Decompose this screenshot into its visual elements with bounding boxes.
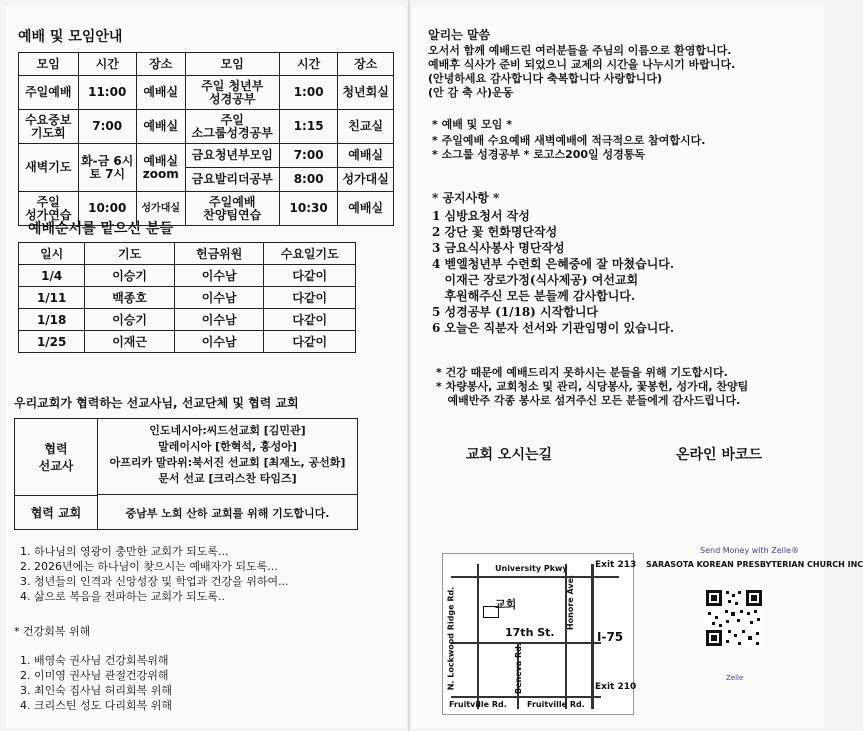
cell: 11:00	[78, 76, 136, 110]
cell: 다같이	[264, 287, 356, 309]
servers-title: 예배순서를 맡으신 분들	[28, 221, 173, 237]
list-item: 6 오늘은 직분자 선서와 기관임명이 있습니다.	[432, 321, 675, 335]
list-item: * 건강 때문에 예배드리지 못하시는 분들을 위해 기도합시다.	[436, 366, 728, 379]
cell: 1/4	[19, 265, 85, 287]
church-icon	[483, 606, 499, 618]
zelle-church-name: SARASOTA KOREAN PRESBYTERIAN CHURCH INC	[646, 560, 863, 569]
notice-line: (안녕하세요 감사합니다 축복합니다 사랑합니다)	[428, 72, 663, 85]
col-header: 장소	[338, 53, 394, 76]
worship-schedule-title: 예배 및 모임안내	[18, 29, 123, 45]
notice-line: * 주일예배 수요예배 새벽예배에 적극적으로 참여합시다.	[432, 134, 706, 147]
barcode-title: 온라인 바코드	[676, 447, 763, 463]
cell: 1:15	[279, 110, 337, 144]
list-item: 후원해주신 모든 분들께 감사합니다.	[432, 289, 636, 303]
map-label: N. Lockwood Ridge Rd.	[446, 586, 456, 691]
col-header: 시간	[78, 53, 136, 76]
notice-line: (안 감 축 사)운동	[428, 86, 514, 99]
cell: 이수남	[174, 287, 264, 309]
map-label: 교회	[495, 598, 517, 611]
cell: 예배실	[338, 144, 394, 168]
missionary-label: 협력 선교사	[15, 419, 98, 496]
list-item: 3. 최인숙 집사님 허리회복 위해	[20, 684, 172, 697]
list-item: 2. 2026년에는 하나님이 찾으시는 예배자가 되도록...	[20, 560, 278, 573]
col-header: 수요일기도	[264, 243, 356, 265]
col-header: 장소	[136, 53, 185, 76]
cell: 성가대실	[338, 168, 394, 192]
map-label: Fruitville Rd.	[527, 700, 585, 709]
directions-map	[442, 553, 637, 715]
health-title: * 건강회복 위해	[14, 625, 91, 638]
cell: 이승기	[85, 265, 175, 287]
cell: 주일 소그룹성경공부	[185, 110, 279, 144]
map-label: Honore Ave.	[566, 574, 576, 631]
cell: 1/11	[19, 287, 85, 309]
missions-title: 우리교회가 협력하는 선교사님, 선교단체 및 협력 교회	[14, 396, 299, 410]
worship-meeting-lines	[432, 134, 705, 162]
list-item: 이재근 장로가정(식사제공) 여선교회	[432, 273, 639, 287]
cell: 주일 청년부 성경공부	[185, 76, 279, 110]
zelle-qr-box	[640, 540, 863, 720]
road-fruitville	[451, 696, 601, 698]
col-header: 시간	[279, 53, 337, 76]
cell: 다같이	[264, 309, 356, 331]
road-lockwood	[477, 564, 479, 709]
worship-meeting-title: * 예배 및 모임 *	[432, 118, 512, 131]
list-item: * 차량봉사, 교회청소 및 관리, 식당봉사, 꽃봉헌, 성가대, 찬양팀	[436, 380, 749, 393]
cell: 주일예배	[19, 76, 79, 110]
cell: 이재근	[85, 331, 175, 353]
cell: 새벽기도	[19, 144, 79, 192]
cell: 예배실	[136, 76, 185, 110]
cell: 수요중보 기도회	[19, 110, 79, 144]
partner-church-text: 중남부 노회 산하 교회를 위해 기도합니다.	[125, 506, 330, 520]
missionary-line: 말레이시아 [한혁석, 홍성아]	[158, 440, 297, 453]
zelle-brand: Zelle	[726, 674, 744, 682]
cell: 1/25	[19, 331, 85, 353]
cell: 7:00	[279, 144, 337, 168]
map-label: Exit 213	[595, 560, 637, 570]
cell: 주일예배 찬양팀연습	[185, 192, 279, 226]
missionary-list	[98, 419, 357, 495]
cell: 다같이	[264, 331, 356, 353]
road-i75	[591, 564, 594, 709]
cell: 예배실 zoom	[136, 144, 185, 192]
thanks-list	[436, 366, 748, 408]
partner-church-label: 협력 교회	[15, 496, 98, 529]
cell: 성가대실	[136, 192, 185, 226]
worship-schedule-table	[18, 52, 394, 226]
cell: 8:00	[279, 168, 337, 192]
list-item: 1 심방요청서 작성	[432, 209, 530, 223]
map-label: Exit 210	[595, 682, 637, 692]
list-item: 1. 하나님의 영광이 충만한 교회가 되도록...	[20, 545, 229, 558]
list-item: 4 벧엘청년부 수련회 은혜중에 잘 마쳤습니다.	[432, 257, 675, 271]
goals-list	[20, 544, 289, 604]
notice-body	[428, 44, 735, 100]
cell: 예배실	[338, 192, 394, 226]
cell: 백종호	[85, 287, 175, 309]
servers-table	[18, 242, 356, 353]
list-item: 예배반주 각종 봉사로 섬겨주신 모든 분들에게 감사드립니다.	[436, 394, 741, 407]
cell: 이승기	[85, 309, 175, 331]
cell: 예배실	[136, 110, 185, 144]
missionary-line: 인도네시아:씨드선교회 [김민관]	[149, 424, 306, 437]
list-item: 5 성경공부 (1/18) 시작합니다	[432, 305, 598, 319]
col-header: 일시	[19, 243, 85, 265]
col-header: 모임	[19, 53, 79, 76]
map-label: 17th St.	[505, 626, 555, 639]
cell: 이수남	[174, 309, 264, 331]
map-label: I-75	[597, 630, 624, 644]
cell: 주일 성가연습	[19, 192, 79, 226]
map-label: Fruitville Rd.	[449, 700, 507, 709]
cell: 10:30	[279, 192, 337, 226]
page-fold	[408, 0, 410, 731]
cell: 이수남	[174, 331, 264, 353]
notice-line: * 소그룹 성경공부 * 로고스200일 성경통독	[432, 148, 646, 161]
missionary-line: 문서 선교 [크리스찬 타임즈]	[158, 472, 297, 485]
list-item: 2. 이미영 권사님 관절건강위해	[20, 669, 169, 682]
cell: 금요발리더공부	[185, 168, 279, 192]
list-item: 1. 배영숙 권사님 건강회복위해	[20, 654, 169, 667]
announcements-list	[432, 208, 674, 336]
cell: 금요청년부모임	[185, 144, 279, 168]
cell: 청년회실	[338, 76, 394, 110]
directions-title: 교회 오시는길	[466, 447, 553, 463]
missions-box	[14, 418, 358, 530]
map-label: Beneva Rd.	[513, 643, 523, 694]
cell: 화-금 6시 토 7시	[78, 144, 136, 192]
road-17th	[451, 642, 601, 644]
cell: 친교실	[338, 110, 394, 144]
qr-code-icon[interactable]	[704, 588, 764, 648]
announcements-title: * 공지사항 *	[432, 191, 500, 205]
missionary-line: 아프리카 말라위:북서진 선교회 [최재노, 공선화]	[109, 456, 346, 469]
cell: 1:00	[279, 76, 337, 110]
notice-line: 오서서 함께 예배드린 여러분들을 주님의 이름으로 환영합니다.	[428, 44, 732, 57]
col-header: 기도	[85, 243, 175, 265]
cell: 10:00	[78, 192, 136, 226]
zelle-send-text: Send Money with Zelle®	[700, 546, 800, 555]
list-item: 3. 청년들의 인격과 신앙성장 및 학업과 건강을 위하여...	[20, 575, 289, 588]
col-header: 헌금위원	[174, 243, 264, 265]
list-item: 4. 크리스틴 성도 다리회복 위해	[20, 699, 172, 712]
cell: 7:00	[78, 110, 136, 144]
health-list	[20, 653, 172, 713]
cell: 이수남	[174, 265, 264, 287]
cell: 다같이	[264, 265, 356, 287]
notice-line: 예배후 식사가 준비 되었으니 교제의 시간을 나누시기 바랍니다.	[428, 58, 736, 71]
cell: 1/18	[19, 309, 85, 331]
list-item: 3 금요식사봉사 명단작성	[432, 241, 565, 255]
col-header: 모임	[185, 53, 279, 76]
notice-title: 알리는 말씀	[428, 28, 491, 42]
list-item: 2 강단 꽃 헌화명단작성	[432, 225, 558, 239]
list-item: 4. 삶으로 복음을 전파하는 교회가 되도록..	[20, 590, 225, 603]
map-label: University Pkwy	[495, 564, 568, 573]
